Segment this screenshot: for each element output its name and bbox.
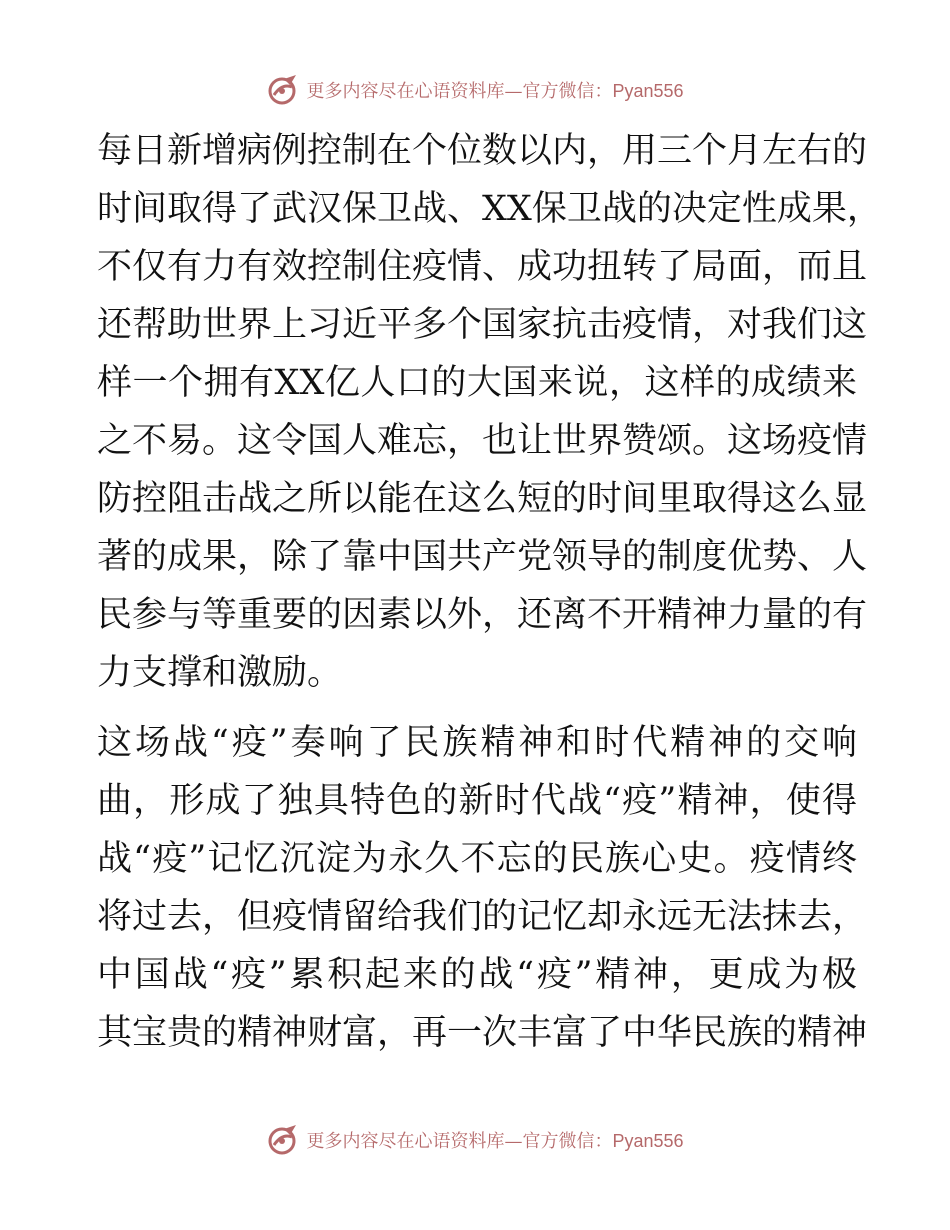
text-line: 著的成果，除了靠中国共产党领导的制度优势、人 [97, 537, 868, 577]
paragraph-gap [97, 702, 857, 714]
text-line: 力支撑和激励。 [97, 653, 343, 693]
text-line: 中国战“疫”累积起来的战“疫”精神，更成为极 [97, 955, 857, 995]
banner-wechat-id: Pyan556 [612, 81, 684, 101]
pen-swirl-logo-icon [266, 1123, 300, 1157]
text-line: 将过去，但疫情留给我们的记忆却永远无法抹去， [97, 897, 868, 937]
banner-text [306, 1127, 683, 1153]
text-line: 时间取得了武汉保卫战、XX保卫战的决定性成果， [97, 189, 882, 229]
banner-text [306, 77, 683, 103]
footer-banner [0, 1120, 950, 1160]
text-line: 防控阻击战之所以能在这么短的时间里取得这么显 [97, 479, 868, 519]
banner-dash: — [504, 1131, 523, 1152]
banner-site-name: 更多内容尽在心语资料库 [306, 81, 505, 102]
text-line: 还帮助世界上习近平多个国家抗击疫情，对我们这 [97, 305, 868, 345]
text-line: 之不易。这令国人难忘，也让世界赞颂。这场疫情 [97, 421, 868, 461]
text-line: 战“疫”记忆沉淀为永久不忘的民族心史。疫情终 [97, 839, 857, 879]
text-line: 民参与等重要的因素以外，还离不开精神力量的有 [97, 595, 868, 635]
paragraph-2 [97, 714, 868, 1062]
text-line: 不仅有力有效控制住疫情、成功扭转了局面，而且 [97, 247, 868, 287]
text-line: 每日新增病例控制在个位数以内，用三个月左右的 [97, 131, 868, 171]
banner-wechat-id: Pyan556 [612, 1131, 684, 1151]
banner-wechat-label: 官方微信： [522, 1131, 613, 1152]
text-line: 这场战“疫”奏响了民族精神和时代精神的交响 [97, 723, 857, 763]
pen-swirl-logo-icon [266, 73, 300, 107]
paragraph-1 [97, 122, 882, 702]
banner-site-name: 更多内容尽在心语资料库 [306, 1131, 505, 1152]
header-banner [0, 70, 950, 110]
banner-wechat-label: 官方微信： [522, 81, 613, 102]
text-line: 其宝贵的精神财富，再一次丰富了中华民族的精神 [97, 1013, 868, 1053]
banner-dash: — [504, 81, 523, 102]
text-line: 曲，形成了独具特色的新时代战“疫”精神，使得 [97, 781, 857, 821]
document-body [97, 122, 882, 1062]
text-line: 样一个拥有XX亿人口的大国来说，这样的成绩来 [97, 363, 857, 403]
